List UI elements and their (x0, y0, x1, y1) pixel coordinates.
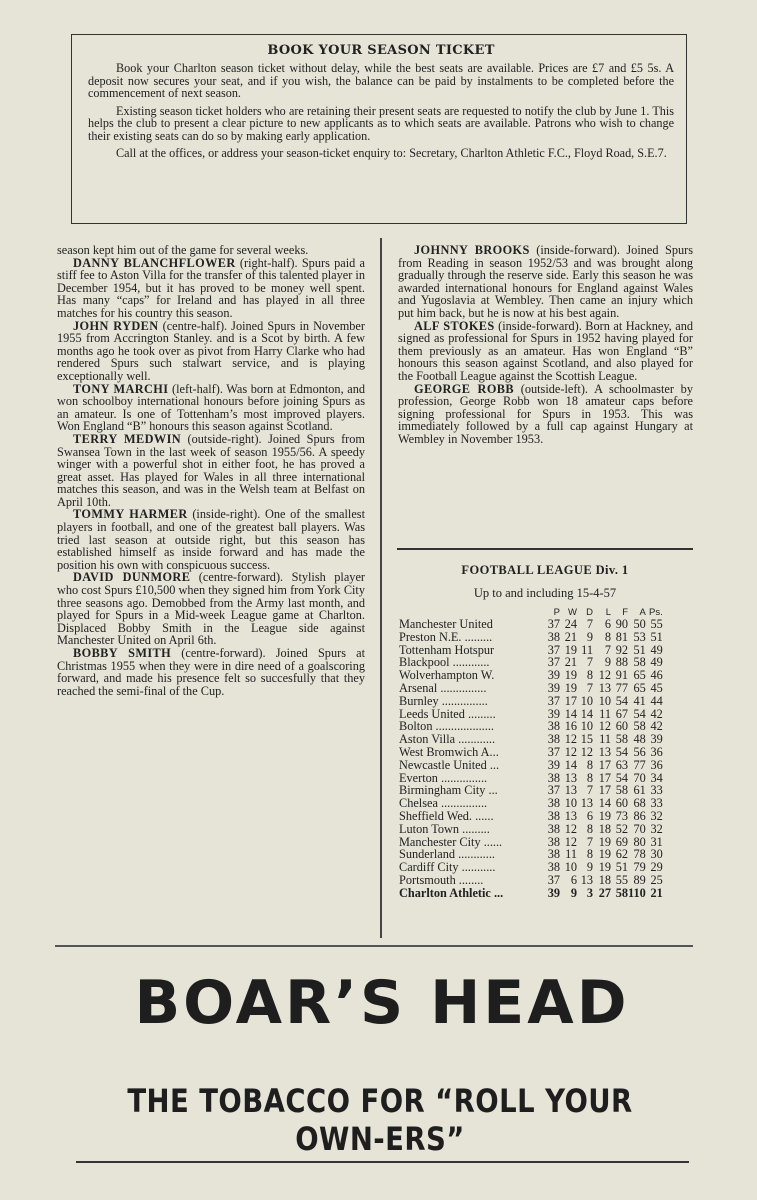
stat-l: 17 (598, 783, 611, 798)
player-entry (398, 320, 693, 383)
team-name: West Bromwich A... (399, 744, 499, 759)
stat-f: 91 (615, 668, 628, 683)
league-title: FOOTBALL LEAGUE Div. 1 (461, 563, 629, 577)
header-cell: D (586, 606, 593, 618)
stat-pts: 29 (650, 860, 663, 875)
stat-w: 19 (564, 642, 577, 657)
season-ticket-title: BOOK YOUR SEASON TICKET (267, 43, 495, 58)
stat-l: 18 (598, 872, 611, 887)
stat-f: 54 (615, 770, 628, 785)
stat-a: 77 (633, 757, 646, 772)
team-name: Sunderland ............ (399, 847, 495, 862)
stat-p: 38 (547, 732, 560, 747)
team-name: Bolton ................... (399, 719, 494, 734)
stat-pts: 34 (650, 770, 663, 785)
player-name: TONY MARCHI (73, 381, 169, 396)
stat-pts: 31 (650, 834, 663, 849)
stat-p: 39 (547, 680, 560, 695)
header-cell: A (639, 606, 646, 618)
stat-a: 80 (633, 834, 646, 849)
stat-l: 13 (598, 680, 611, 695)
stat-a: 65 (633, 668, 646, 683)
league-row (399, 874, 663, 887)
player-entry (57, 508, 365, 571)
stat-l: 18 (598, 821, 611, 836)
stat-pts: 32 (650, 808, 663, 823)
stat-f: 58 (615, 783, 628, 798)
stat-a: 58 (633, 655, 646, 670)
stat-l: 19 (598, 847, 611, 862)
league-row (399, 618, 663, 631)
stat-l: 27 (598, 885, 611, 900)
player-entry (398, 244, 693, 320)
stat-f: 58 (615, 885, 628, 900)
stat-w: 9 (570, 885, 577, 900)
stat-d: 8 (586, 668, 593, 683)
stat-d: 10 (580, 719, 593, 734)
player-text: (outside-right). Joined Spurs from Swansea Town in the last week of season 1955/56. A speedy winger with a powerful shot in either foot, he has proved a great asset. Has played for Wales in all three international matches this season, and was in the Welsh team at Belfast on April 10th. (57, 431, 365, 509)
stat-l: 17 (598, 770, 611, 785)
league-divider (397, 548, 693, 550)
stat-a: 53 (633, 629, 646, 644)
player-text: (inside-right). One of the smallest players in football, and one of the greatest ball players. Was tried last season at outside right, but this season has established himself as inside forward and has made the position his own with conspicuous success. (57, 507, 365, 572)
stat-f: 58 (615, 732, 628, 747)
stat-f: 73 (615, 808, 628, 823)
stat-f: 54 (615, 693, 628, 708)
player-name: JOHN RYDEN (73, 318, 159, 333)
stat-pts: 25 (650, 872, 663, 887)
stat-p: 37 (547, 693, 560, 708)
player-text: (centre-forward). Joined Spurs at Christmas 1955 when they were in dire need of a goalscoring forward, and made his presence felt so succesfully that they reached the semi-final of the Cup. (57, 646, 365, 698)
player-name: TOMMY HARMER (73, 507, 188, 522)
team-name: Everton ............... (399, 770, 488, 785)
stat-l: 19 (598, 860, 611, 875)
stat-f: 88 (615, 655, 628, 670)
stat-d: 10 (580, 693, 593, 708)
stat-w: 13 (564, 783, 577, 798)
column-divider (380, 238, 382, 938)
stat-f: 92 (615, 642, 628, 657)
player-name: BOBBY SMITH (73, 646, 172, 660)
league-row (399, 746, 663, 759)
header-cell: W (568, 606, 577, 618)
stat-p: 38 (547, 860, 560, 875)
stat-l: 12 (598, 719, 611, 734)
player-name: DANNY BLANCHFLOWER (73, 255, 236, 270)
stat-a: 56 (633, 744, 646, 759)
stat-a: 86 (633, 808, 646, 823)
team-name: Cardiff City ........... (399, 860, 496, 875)
team-name: Burnley ............... (399, 693, 488, 708)
stat-w: 6 (570, 872, 577, 887)
header-cell: F (622, 606, 628, 618)
league-row (399, 823, 663, 836)
stat-d: 15 (580, 732, 593, 747)
team-name: Chelsea ............... (399, 796, 488, 811)
stat-pts: 44 (650, 693, 663, 708)
stat-f: 69 (615, 834, 628, 849)
stat-l: 13 (598, 744, 611, 759)
stat-f: 77 (615, 680, 628, 695)
stat-p: 37 (547, 744, 560, 759)
stat-l: 19 (598, 834, 611, 849)
stat-f: 81 (615, 629, 628, 644)
stat-w: 24 (564, 617, 577, 631)
stat-a: 110 (628, 885, 646, 900)
stat-w: 10 (564, 796, 577, 811)
stat-a: 70 (633, 770, 646, 785)
player-entry (57, 320, 365, 383)
stat-a: 89 (633, 872, 646, 887)
stat-d: 9 (586, 860, 593, 875)
team-name: Newcastle United ... (399, 757, 500, 772)
intro-text: season kept him out of the game for several weeks. (57, 243, 309, 257)
player-entry (57, 571, 365, 647)
player-text: (centre-forward). Stylish player who cost Spurs £10,500 when they signed him from York City three seasons ago. Demobbed from the Army last month, and played for Spurs in a Mid-week League game at Charlton. Displaced Bobby Smith in the League side against Manchester United on April 6th. (57, 570, 365, 648)
player-text: (centre-half). Joined Spurs in November 1955 from Accrington Stanley. and is a Scot by birth. A few months ago he took over as pivot from Harry Clarke who had rendered Spurs such stalwart service, and is playing exceptionally well. (57, 318, 365, 383)
stat-w: 21 (564, 655, 577, 670)
stat-w: 12 (564, 744, 577, 759)
season-ticket-para-1: Book your Charlton season ticket without delay, while the best seats are available. Prices are £7 and £5 5s. A deposit now secures your seat, and if you wish, the balance can be paid by instalments to be completed before the commencement of next season. (88, 61, 674, 100)
stat-p: 39 (547, 757, 560, 772)
stat-d: 11 (581, 642, 593, 657)
stat-a: 58 (633, 719, 646, 734)
team-name: Preston N.E. ......... (399, 629, 493, 644)
stat-w: 11 (565, 847, 577, 862)
player-text: (left-half). Was born at Edmonton, and won schoolboy international honours before joining Spurs as an amateur. Is one of Tottenham’s most improved players. Won England “B” honours this season against Scotland. (57, 381, 366, 434)
league-subtitle: Up to and including 15-4-57 (473, 586, 617, 600)
header-cell: P (553, 606, 560, 618)
stat-f: 67 (615, 706, 628, 721)
player-entry (57, 257, 365, 320)
stat-l: 9 (604, 655, 611, 670)
stat-d: 7 (586, 834, 593, 849)
player-text: (inside-forward). Born at Hackney, and signed as professional for Spurs in 1952 having played for them previously as an amateur. Has won England “B” honours this season against Scotland, and also played for the Football League against the Scottish League. (398, 318, 693, 383)
stat-pts: 51 (650, 629, 663, 644)
stat-a: 50 (633, 617, 646, 631)
team-name: Manchester City ...... (399, 834, 503, 849)
league-row (399, 810, 663, 823)
advert-tagline: THE TOBACCO FOR “ROLL YOUR OWN-ERS” (127, 1082, 633, 1158)
stat-l: 12 (598, 668, 611, 683)
stat-a: 65 (633, 680, 646, 695)
stat-l: 8 (604, 629, 611, 644)
stat-pts: 32 (650, 821, 663, 836)
stat-l: 10 (598, 693, 611, 708)
stat-d: 8 (586, 770, 593, 785)
season-ticket-para-3: Call at the offices, or address your season-ticket enquiry to: Secretary, Charlton Athletic F.C., Floyd Road, S.E.7. (116, 146, 667, 160)
stat-f: 62 (615, 847, 628, 862)
stat-d: 7 (586, 680, 593, 695)
stat-l: 11 (599, 706, 611, 721)
team-name: Charlton Athletic ... (399, 885, 504, 900)
stat-a: 48 (633, 732, 646, 747)
stat-pts: 46 (650, 668, 663, 683)
player-name: ALF STOKES (414, 318, 495, 333)
stat-d: 8 (586, 821, 593, 836)
stat-pts: 42 (650, 719, 663, 734)
stat-a: 61 (633, 783, 646, 798)
stat-a: 79 (633, 860, 646, 875)
stat-a: 51 (633, 642, 646, 657)
stat-f: 51 (615, 860, 628, 875)
stat-w: 12 (564, 834, 577, 849)
stat-w: 12 (564, 732, 577, 747)
stat-d: 13 (580, 796, 593, 811)
player-name: GEORGE ROBB (414, 381, 514, 396)
league-row (399, 759, 663, 772)
player-entry (57, 383, 365, 433)
player-name: DAVID DUNMORE (73, 570, 191, 585)
stat-p: 37 (547, 617, 560, 631)
stat-l: 7 (604, 642, 611, 657)
stat-l: 6 (604, 617, 611, 631)
stat-w: 13 (564, 770, 577, 785)
stat-pts: 36 (650, 757, 663, 772)
stat-pts: 45 (650, 680, 663, 695)
stat-p: 38 (547, 770, 560, 785)
stat-d: 9 (586, 629, 593, 644)
stat-p: 39 (547, 885, 560, 900)
team-name: Blackpool ............ (399, 655, 490, 670)
stat-a: 41 (633, 693, 646, 708)
stat-w: 16 (564, 719, 577, 734)
stat-f: 60 (615, 796, 628, 811)
stat-a: 70 (633, 821, 646, 836)
stat-d: 7 (586, 617, 593, 631)
player-name: JOHNNY BROOKS (414, 243, 530, 257)
team-name: Birmingham City ... (399, 783, 498, 798)
team-name: Sheffield Wed. ...... (399, 808, 494, 823)
stat-d: 8 (586, 757, 593, 772)
league-row (399, 631, 663, 644)
team-name: Manchester United (399, 617, 493, 631)
stat-w: 14 (564, 706, 577, 721)
stat-p: 38 (547, 629, 560, 644)
stat-pts: 42 (650, 706, 663, 721)
stat-pts: 36 (650, 744, 663, 759)
stat-pts: 33 (650, 783, 663, 798)
stat-p: 38 (547, 821, 560, 836)
stat-pts: 21 (650, 885, 663, 900)
players-column-left (57, 244, 365, 697)
season-ticket-para-2: Existing season ticket holders who are retaining their present seats are requested to notify the club by June 1. This helps the club to present a clear picture to new applicants as to which seats are available. Patrons who wish to change their existing seats can do so by making early application. (88, 103, 674, 143)
stat-w: 19 (564, 668, 577, 683)
team-name: Aston Villa ............ (399, 732, 496, 747)
stat-f: 90 (615, 617, 628, 631)
team-name: Leeds United ......... (399, 706, 496, 721)
stat-f: 63 (615, 757, 628, 772)
stat-pts: 30 (650, 847, 663, 862)
advert-brand: BOAR’S HEAD (134, 968, 630, 1038)
team-name: Portsmouth ........ (399, 872, 484, 887)
stat-p: 38 (547, 808, 560, 823)
league-row (399, 695, 663, 708)
stat-a: 78 (633, 847, 646, 862)
player-text: (outside-left). A schoolmaster by profession, George Robb won 18 amateur caps before signing professional for Spurs in 1953. This was immediately followed by a full cap against Hungary at Wembley in November 1953. (398, 381, 693, 446)
season-ticket-box (71, 34, 687, 224)
stat-pts: 49 (650, 642, 663, 657)
team-name: Luton Town ......... (399, 821, 490, 836)
stat-p: 37 (547, 872, 560, 887)
player-name: TERRY MEDWIN (73, 431, 182, 446)
stat-f: 54 (615, 744, 628, 759)
advert-rule (76, 1161, 689, 1163)
stat-p: 37 (547, 642, 560, 657)
stat-p: 38 (547, 796, 560, 811)
player-text: (right-half). Spurs paid a stiff fee to Aston Villa for the transfer of this talented player in December 1954, but it has proved to be money well spent. Has many “caps” for Ireland and has played in all three matches for his country this season. (57, 255, 365, 320)
stat-w: 13 (564, 808, 577, 823)
stat-a: 68 (633, 796, 646, 811)
stat-w: 10 (564, 860, 577, 875)
stat-w: 21 (564, 629, 577, 644)
stat-d: 13 (580, 872, 593, 887)
stat-p: 38 (547, 847, 560, 862)
league-row (399, 682, 663, 695)
stat-w: 14 (564, 757, 577, 772)
stat-d: 7 (586, 783, 593, 798)
header-cell: Ps. (649, 606, 663, 618)
stat-pts: 49 (650, 655, 663, 670)
stat-p: 39 (547, 668, 560, 683)
team-name: Wolverhampton W. (399, 668, 495, 683)
stat-p: 38 (547, 719, 560, 734)
player-entry (57, 433, 365, 509)
team-name: Arsenal ............... (399, 680, 487, 695)
stat-d: 7 (586, 655, 593, 670)
league-table (399, 606, 663, 900)
player-entry (398, 383, 693, 446)
stat-l: 17 (598, 757, 611, 772)
player-entry (57, 647, 365, 697)
stat-d: 8 (586, 847, 593, 862)
stat-pts: 33 (650, 796, 663, 811)
stat-p: 39 (547, 706, 560, 721)
stat-p: 37 (547, 783, 560, 798)
stat-d: 14 (580, 706, 593, 721)
header-cell: L (605, 606, 611, 618)
stat-p: 37 (547, 655, 560, 670)
stat-w: 12 (564, 821, 577, 836)
stat-w: 19 (564, 680, 577, 695)
league-body (399, 618, 663, 900)
stat-p: 38 (547, 834, 560, 849)
team-name: Tottenham Hotspur (399, 642, 495, 657)
stat-w: 17 (564, 693, 577, 708)
stat-d: 6 (586, 808, 593, 823)
stat-f: 52 (615, 821, 628, 836)
stat-pts: 55 (650, 617, 663, 631)
player-text: (inside-forward). Joined Spurs from Reading in season 1952/53 and was brought along gradually through the reserve side. Early this season he was awarded international honours for England against Wales and Yugoslavia at Wembley. Then came an injury which put him back, but he is now at his best again. (398, 243, 693, 320)
stat-l: 14 (598, 796, 611, 811)
stat-pts: 39 (650, 732, 663, 747)
players-column-right (398, 244, 693, 446)
stat-d: 12 (580, 744, 593, 759)
stat-a: 54 (633, 706, 646, 721)
stat-l: 11 (599, 732, 611, 747)
stat-f: 55 (615, 872, 628, 887)
section-divider (55, 945, 693, 947)
league-row (399, 887, 663, 900)
stat-d: 3 (586, 885, 593, 900)
stat-l: 19 (598, 808, 611, 823)
stat-f: 60 (615, 719, 628, 734)
